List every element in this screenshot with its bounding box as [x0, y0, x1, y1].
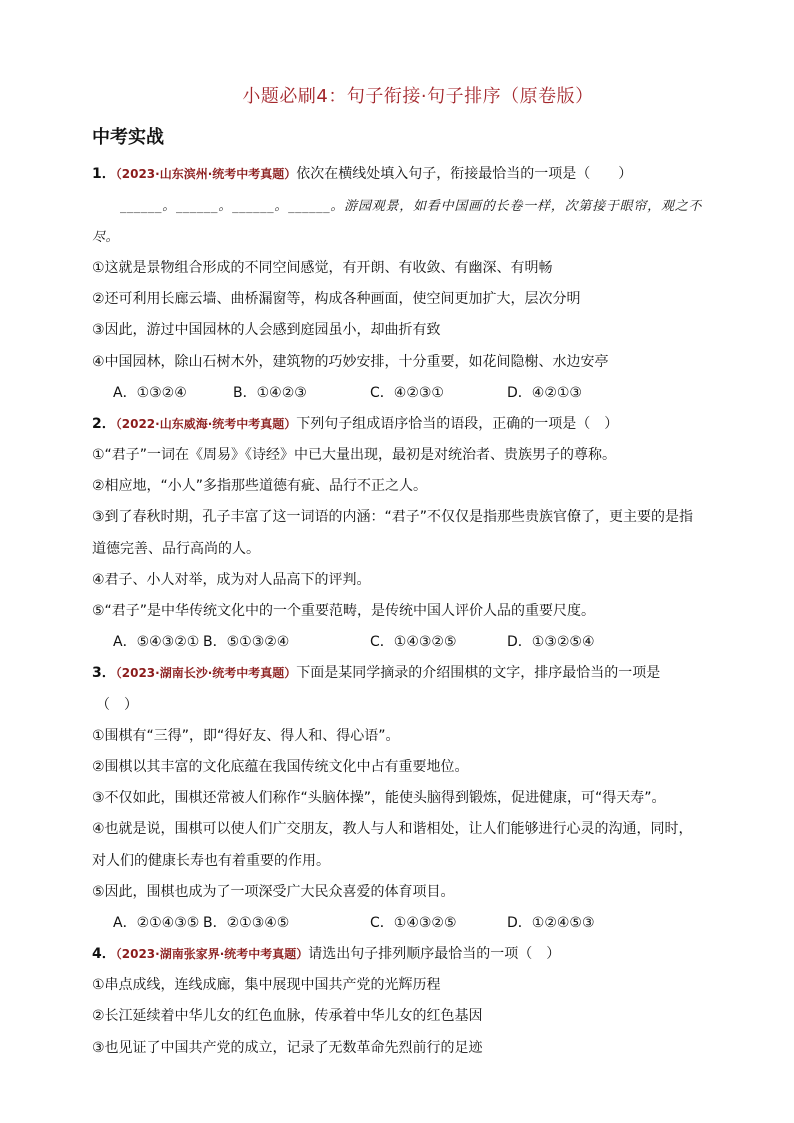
option-d: D．①③②⑤④ — [507, 634, 595, 651]
sentence-item: ①这就是景物组合形成的不同空间感觉，有开朗、有收敛、有幽深、有明畅 — [92, 259, 553, 276]
question-stem — [92, 409, 712, 440]
answer-options — [92, 908, 712, 939]
question-source: （2023·湖南张家界·统考中考真题） — [115, 947, 309, 962]
sentence-item: ③到了春秋时期，孔子丰富了这一词语的内涵：“君子”不仅仅是指那些贵族官僚了，更主要的是指 — [92, 509, 694, 526]
passage-line: ______。______。______。______。游园观景，如看中国画的长卷一样，次第接于眼帘，观之不 — [120, 198, 702, 214]
option-b: B．⑤①③②④ — [203, 634, 290, 651]
option-c: C．④②③① — [370, 384, 444, 401]
option-a: A．②①④③⑤ — [113, 914, 200, 931]
sentence-item: ②长江延续着中华儿女的红色血脉，传承着中华儿女的红色基因 — [92, 1008, 483, 1025]
question-3 — [92, 658, 712, 939]
question-source: （2023·湖南长沙·统考中考真题） — [115, 666, 297, 681]
option-d: D．①②④⑤③ — [507, 914, 595, 931]
option-c: C．①④③②⑤ — [370, 914, 457, 931]
question-stem — [92, 658, 712, 689]
question-stem — [92, 159, 712, 190]
sentence-item: ④也就是说，围棋可以使人们广交朋友，教人与人和谐相处，让人们能够进行心灵的沟通，同时， — [92, 821, 693, 838]
question-number: 1． — [92, 166, 116, 183]
sentence-item-continued: 对人们的健康长寿也有着重要的作用。 — [92, 852, 330, 869]
sentence-item: ③也见证了中国共产党的成立，记录了无数革命先烈前行的足迹 — [92, 1039, 483, 1056]
question-stem — [92, 939, 712, 970]
sentence-item: ②相应地，“小人”多指那些道德有疵、品行不正之人。 — [92, 478, 428, 495]
passage-line: 尽。 — [92, 229, 120, 245]
sentence-item: ③因此，游过中国园林的人会感到庭园虽小，却曲折有致 — [92, 322, 441, 339]
answer-bracket: （ ） — [576, 166, 633, 183]
question-text: 依次在横线处填入句子，衔接最恰当的一项是 — [296, 166, 577, 183]
option-d: D．④②①③ — [507, 384, 582, 401]
sentence-item: ④中国园林，除山石树木外，建筑物的巧妙安排，十分重要，如花间隐榭、水边安亭 — [92, 353, 609, 370]
question-text: 下列句子组成语序恰当的语段，正确的一项是 — [296, 415, 577, 432]
sentence-item: ②还可利用长廊云墙、曲桥漏窗等，构成各种画面，使空间更加扩大，层次分明 — [92, 291, 581, 308]
sentence-item: ④君子、小人对举，成为对人品高下的评判。 — [92, 571, 371, 588]
question-source: （2023·山东滨州·统考中考真题） — [115, 167, 297, 182]
option-a: A．⑤④③②① — [113, 634, 200, 651]
sentence-item-continued: 道德完善、品行高尚的人。 — [92, 540, 260, 557]
answer-bracket: （ ） — [518, 946, 561, 963]
sentence-item: ⑤“君子”是中华传统文化中的一个重要范畴，是传统中国人评价人品的重要尺度。 — [92, 603, 596, 620]
question-1 — [92, 159, 712, 409]
sentence-item: ①串点成线，连线成廊，集中展现中国共产党的光辉历程 — [92, 977, 441, 994]
sentence-item: ③不仅如此，围棋还常被人们称作“头脑体操”，能使头脑得到锻炼，促进健康，可“得天寿”。 — [92, 790, 666, 807]
answer-bracket: （ ） — [96, 696, 138, 713]
option-b: B．①④②③ — [233, 384, 307, 401]
answer-options — [92, 378, 712, 409]
question-text: 请选出句子排列顺序最恰当的一项 — [308, 946, 519, 963]
sentence-item: ①“君子”一词在《周易》《诗经》中已大量出现，最初是对统治者、贵族男子的尊称。 — [92, 447, 617, 464]
sentence-item: ⑤因此，围棋也成为了一项深受广大民众喜爱的体育项目。 — [92, 883, 455, 900]
sentence-item: ②围棋以其丰富的文化底蕴在我国传统文化中占有重要地位。 — [92, 758, 469, 775]
page-title: 小题必刷4：句子衔接·句子排序（原卷版） — [242, 86, 594, 107]
answer-bracket: （ ） — [576, 415, 619, 432]
question-number: 3． — [92, 665, 116, 682]
question-number: 4． — [92, 946, 116, 963]
section-heading: 中考实战 — [92, 127, 164, 148]
question-source: （2022·山东威海·统考中考真题） — [115, 416, 297, 431]
question-4 — [92, 939, 712, 1064]
question-list — [92, 159, 712, 1063]
option-c: C．①④③②⑤ — [370, 634, 457, 651]
option-b: B．②①③④⑤ — [203, 914, 290, 931]
answer-options — [92, 627, 712, 658]
question-text: 下面是某同学摘录的介绍围棋的文字，排序最恰当的一项是 — [296, 665, 661, 682]
question-number: 2． — [92, 415, 116, 432]
option-a: A．①③②④ — [113, 384, 187, 401]
sentence-item: ①围棋有“三得”，即“得好友、得人和、得心语”。 — [92, 727, 400, 744]
question-2 — [92, 409, 712, 659]
